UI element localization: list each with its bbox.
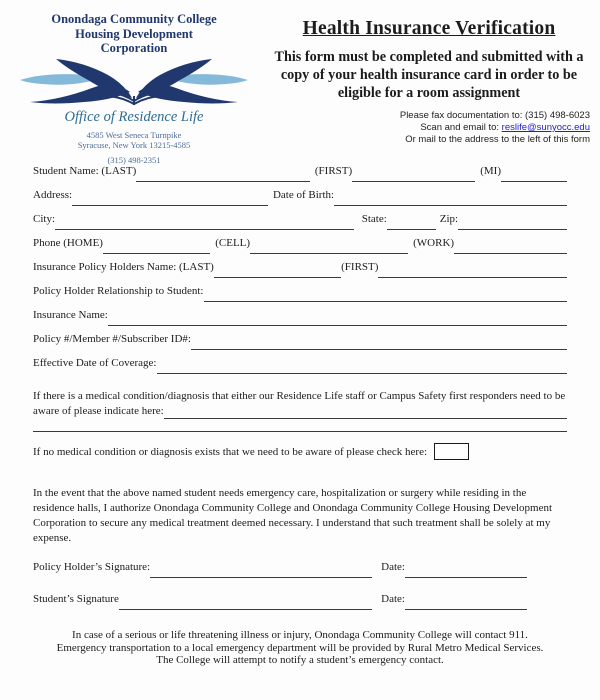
insurance-name-label: Insurance Name: <box>33 309 108 321</box>
medical-condition-section <box>33 389 567 432</box>
effective-date-row <box>33 357 567 374</box>
zip-label: Zip: <box>439 213 459 225</box>
policy-number-row <box>33 333 567 350</box>
org-address <box>0 130 268 150</box>
fax-instruction: Please fax documentation to: (315) 498-6023 <box>399 110 590 121</box>
date-label: Date: <box>381 561 405 573</box>
student-mi-field[interactable] <box>501 165 567 182</box>
org-phone: (315) 498-2351 <box>107 154 161 165</box>
phone-home-label: Phone (HOME) <box>33 237 103 249</box>
student-name-label: Student Name: (LAST) <box>33 165 137 177</box>
phone-work-label: (WORK) <box>413 237 455 249</box>
relationship-row <box>33 285 567 302</box>
medical-condition-field[interactable] <box>164 404 567 419</box>
insurance-name-row <box>33 309 567 326</box>
phone-home-field[interactable] <box>103 237 210 254</box>
no-condition-label: If no medical condition or diagnosis exists that we need to be aware of please check here: <box>33 445 428 458</box>
policy-holder-name-label: Insurance Policy Holders Name: (LAST) <box>33 261 214 273</box>
policy-holder-signature-label: Policy Holder’s Signature: <box>33 561 151 573</box>
policy-holder-signature-field[interactable] <box>150 561 372 578</box>
emergency-footer-note: In case of a serious or life threatening illness or injury, Onondaga Community College will contact 911. Emergency transportation to a local emergency department will be provided by Rural Metro Medical Services. The College will attempt to notify a student’s emergency contact. <box>56 629 544 666</box>
letterhead <box>0 12 268 165</box>
student-first-name-field[interactable] <box>352 165 475 182</box>
city-label: City: <box>33 213 56 225</box>
address-label: Address: <box>33 189 73 201</box>
date-label: Date: <box>381 593 405 605</box>
form-body <box>33 165 567 610</box>
authorization-paragraph: In the event that the above named student needs emergency care, hospitalization or surgery while residing in the residence halls, I authorize Onondaga Community College and Onondaga Community College Housing Development Corporation to secure any medical treatment deemed necessary. I understand that such treatment shall be solely at my expense. <box>33 487 553 544</box>
effective-date-label: Effective Date of Coverage: <box>33 357 157 369</box>
dob-label: Date of Birth: <box>272 189 335 201</box>
no-condition-row <box>33 443 567 460</box>
relationship-field[interactable] <box>204 285 568 302</box>
phone-work-field[interactable] <box>454 237 567 254</box>
org-name-line-3: Corporation <box>100 41 168 55</box>
dob-field[interactable] <box>334 189 567 206</box>
city-field[interactable] <box>55 213 354 230</box>
policy-holder-name-row <box>33 261 567 278</box>
phone-cell-label: (CELL) <box>215 237 251 249</box>
policy-number-label: Policy #/Member #/Subscriber ID#: <box>33 333 191 345</box>
medical-condition-line1: If there is a medical condition/diagnosis that either our Residence Life staff or Campus Safety first responders need to be <box>33 390 566 402</box>
requirement-statement: This form must be completed and submitted with a copy of your health insurance card in order to be eligible for a room assignment <box>274 49 584 101</box>
org-name-line-1: Onondaga Community College <box>51 12 217 26</box>
first-name-label: (FIRST) <box>314 165 353 177</box>
state-field[interactable] <box>387 213 436 230</box>
policy-number-field[interactable] <box>191 333 567 350</box>
medical-condition-line2-row <box>33 404 567 419</box>
relationship-label: Policy Holder Relationship to Student: <box>33 285 204 297</box>
policy-holder-date-field[interactable] <box>405 561 527 578</box>
address-line-2: Syracuse, New York 13215-4585 <box>77 139 191 150</box>
effective-date-field[interactable] <box>157 357 568 374</box>
phone-row <box>33 237 567 254</box>
crossed-feathers-book-logo-icon <box>18 58 250 108</box>
policy-holder-first-name-field[interactable] <box>378 261 567 278</box>
address-line-1: 4585 West Seneca Turnpike <box>86 129 182 140</box>
phone-cell-field[interactable] <box>250 237 408 254</box>
medical-condition-extra-field[interactable] <box>33 424 567 432</box>
city-state-zip-row <box>33 213 567 230</box>
form-header <box>0 0 600 165</box>
medical-condition-line2: aware of please indicate here: <box>33 405 164 417</box>
insurance-name-field[interactable] <box>108 309 567 326</box>
address-field[interactable] <box>72 189 268 206</box>
policy-holder-last-name-field[interactable] <box>214 261 341 278</box>
policy-holder-signature-row <box>33 561 567 578</box>
student-signature-field[interactable] <box>119 593 372 610</box>
mi-label: (MI) <box>480 165 501 177</box>
email-link[interactable]: reslife@sunyocc.edu <box>501 122 590 133</box>
page-title: Health Insurance Verification <box>302 18 556 39</box>
student-last-name-field[interactable] <box>136 165 310 182</box>
student-signature-row <box>33 593 567 610</box>
student-date-field[interactable] <box>405 593 527 610</box>
mail-instruction: Or mail to the address to the left of this form <box>405 134 590 145</box>
header-right <box>268 12 600 158</box>
student-signature-label: Student’s Signature <box>33 593 119 605</box>
submission-instructions <box>268 110 590 146</box>
zip-field[interactable] <box>458 213 567 230</box>
office-of-residence-life: Office of Residence Life <box>64 108 204 125</box>
org-name-line-2: Housing Development <box>75 26 193 41</box>
email-instruction: Scan and email to: reslife@sunyocc.edu <box>420 122 590 133</box>
address-row <box>33 189 567 206</box>
state-label: State: <box>361 213 387 225</box>
student-name-row <box>33 165 567 182</box>
org-name <box>0 12 268 56</box>
policy-holder-first-label: (FIRST) <box>341 261 379 273</box>
no-condition-checkbox[interactable] <box>434 443 469 460</box>
